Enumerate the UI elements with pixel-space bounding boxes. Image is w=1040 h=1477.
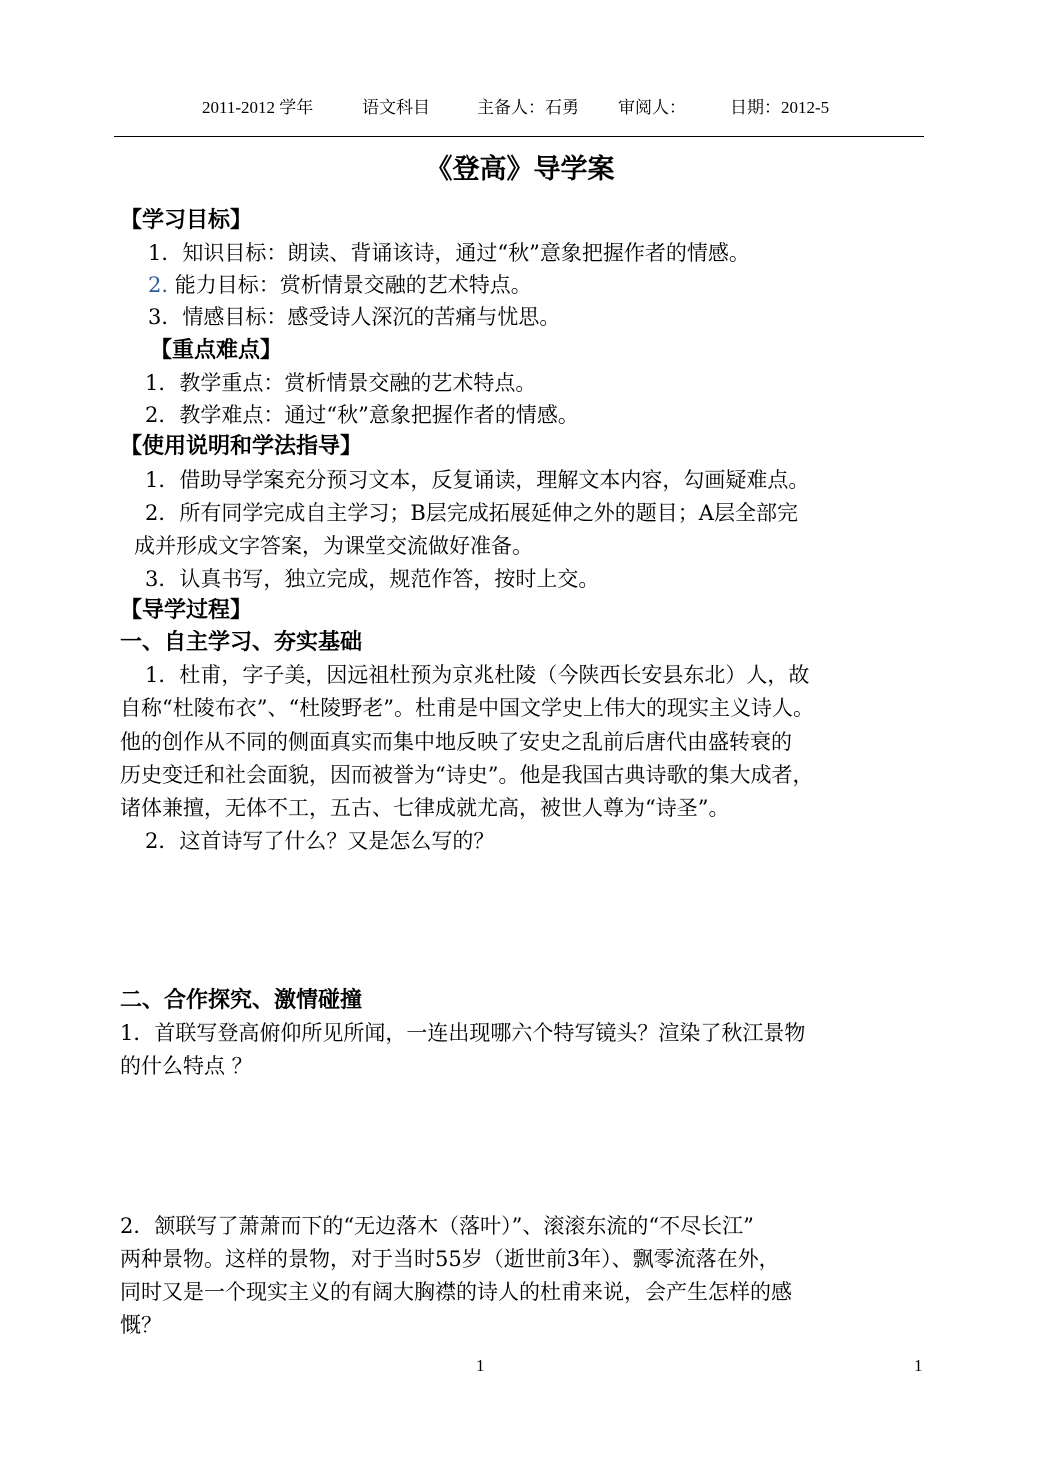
goal-item-2 [148,270,532,300]
question-2-line-4: 慨？ [120,1313,162,1337]
keypoint-item-2: 2．教学难点：通过“秋”意象把握作者的情感。 [145,403,579,427]
page-number-center: 1 [476,1356,485,1375]
instruction-item-2-line-2: 成并形成文字答案，为课堂交流做好准备。 [134,534,533,558]
process-heading: 【导学过程】 [120,598,253,623]
header-preparer: 主备人：石勇 [477,98,579,117]
goal-item-1: 1．知识目标：朗读、背诵该诗，通过“秋”意象把握作者的情感。 [148,241,750,265]
paragraph-1-line-2: 自称“杜陵布衣”、“杜陵野老”。杜甫是中国文学史上伟大的现实主义诗人。 [120,696,814,720]
goals-heading: 【学习目标】 [120,208,253,233]
question-1-line-2: 的什么特点 ？ [120,1054,253,1078]
question-1-line-1: 1．首联写登高俯仰所见所闻，一连出现哪六个特写镜头？渲染了秋江景物 [120,1021,806,1045]
header-date: 日期：2012-5 [730,98,830,117]
question-2-line-3: 同时又是一个现实主义的有阔大胸襟的诗人的杜甫来说，会产生怎样的感 [120,1280,792,1304]
header-reviewer: 审阅人： [618,98,686,117]
page-number-right: 1 [914,1356,923,1375]
header-year: 2011-2012 学年 [202,98,314,117]
instruction-item-3: 3．认真书写，独立完成，规范作答，按时上交。 [145,567,600,591]
header-rule [114,136,924,137]
keypoints-heading: 【重点难点】 [150,338,283,363]
header-subject: 语文科目 [362,98,430,117]
paragraph-1-line-5: 诸体兼擅，无体不工，五古、七律成就尤高，被世人尊为“诗圣”。 [120,796,730,820]
instructions-heading: 【使用说明和学法指导】 [120,434,363,459]
goal-item-3: 3．情感目标：感受诗人深沉的苦痛与忧思。 [148,305,561,329]
document-title: 《登高》导学案 [425,154,615,185]
instruction-item-1: 1．借助导学案充分预习文本，反复诵读，理解文本内容，勾画疑难点。 [145,468,810,492]
paragraph-1-line-1: 1．杜甫，字子美，因远祖杜预为京兆杜陵（今陕西长安县东北）人，故 [145,663,810,687]
part-2-heading: 二、合作探究、激情碰撞 [120,988,363,1013]
part-1-heading: 一、自主学习、夯实基础 [120,630,363,655]
goal-item-2-number: 2. [148,273,169,297]
paragraph-2: 2．这首诗写了什么？又是怎么写的？ [145,829,495,853]
keypoint-item-1: 1．教学重点：赏析情景交融的艺术特点。 [145,371,537,395]
paragraph-1-line-3: 他的创作从不同的侧面真实而集中地反映了安史之乱前后唐代由盛转衰的 [120,730,792,754]
instruction-item-2-line-1: 2．所有同学完成自主学习；B层完成拓展延伸之外的题目；A层全部完 [145,501,798,525]
page-header [0,93,1040,117]
paragraph-1-line-4: 历史变迁和社会面貌，因而被誉为“诗史”。他是我国古典诗歌的集大成者， [120,763,814,787]
question-2-line-2: 两种景物。这样的景物，对于当时55岁（逝世前3年）、飘零流落在外， [120,1247,780,1271]
question-2-line-1: 2．颔联写了萧萧而下的“无边落木（落叶）”、滚滚东流的“不尽长江” [120,1214,754,1238]
goal-item-2-text: 能力目标：赏析情景交融的艺术特点。 [174,273,532,297]
